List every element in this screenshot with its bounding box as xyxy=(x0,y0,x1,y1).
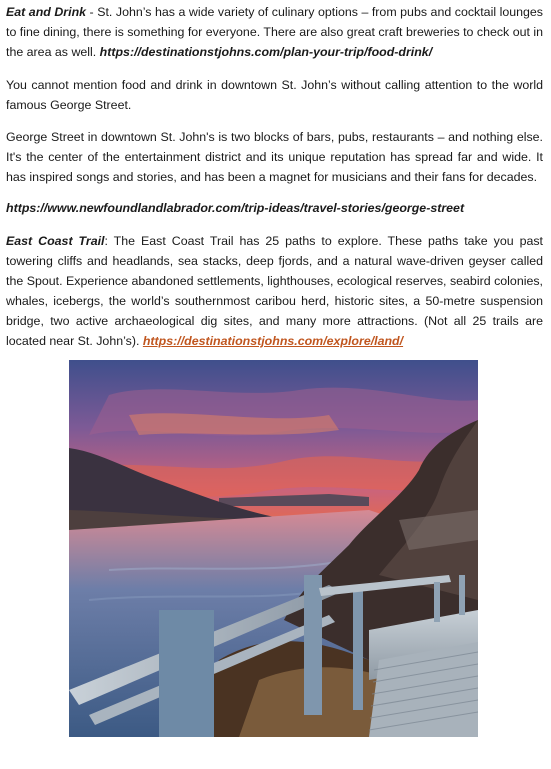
george-street-intro-paragraph xyxy=(6,75,543,115)
east-coast-trail-text: : The East Coast Trail has 25 paths to explore. These paths take you past towering cliffs and headlands, sea stacks, deep fjords, and a natural wave-driven geyser called the Spout. Experience abandoned settlements, lighthouses, ecological reserves, seabird colonies, whales, icebergs, the world’s southernmost caribou herd, historic sites, a 50-metre suspension bridge, two active archaeological dig sites, and many more attractions. (Not all 25 trails are located near St. John’s). xyxy=(6,234,543,348)
eat-drink-heading: Eat and Drink xyxy=(6,5,87,19)
george-street-text: George Street in downtown St. John's is two blocks of bars, pubs, restaurants – and nothing else. It's the center of the entertainment district and its unique reputation has spread far and wide. It has inspired songs and stories, and has been a magnet for musicians and their fans for decades. xyxy=(6,130,543,184)
eat-drink-text: - St. John’s has a wide variety of culinary options – from pubs and cocktail lounges to fine dining, there is something for everyone. There are also great craft breweries to check out in the area as well. xyxy=(6,5,543,59)
east-coast-trail-paragraph xyxy=(6,231,543,351)
east-coast-trail-heading: East Coast Trail xyxy=(6,234,105,248)
george-street-link-paragraph xyxy=(6,198,543,218)
sunset-harbour-photo xyxy=(69,360,478,737)
george-street-intro-text: You cannot mention food and drink in downtown St. John’s without calling attention to the world famous George Street. xyxy=(6,78,543,112)
george-street-paragraph xyxy=(6,127,543,187)
explore-land-link[interactable]: https://destinationstjohns.com/explore/land/ xyxy=(142,334,404,348)
george-street-link[interactable]: https://www.newfoundlandlabrador.com/trip-ideas/travel-stories/george-street xyxy=(6,201,465,215)
food-drink-link[interactable]: https://destinationstjohns.com/plan-your-trip/food-drink/ xyxy=(99,45,433,59)
eat-drink-paragraph xyxy=(6,2,543,62)
